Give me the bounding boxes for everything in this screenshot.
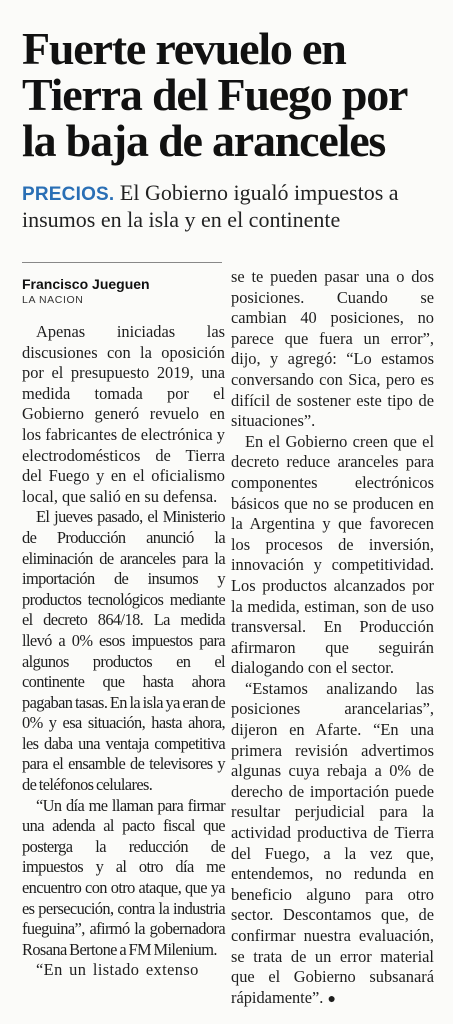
article-paragraph: En el Gobierno creen que el decreto reduce aranceles para componentes electrónicos básicos que no se producen en la Argentina y que favorecen los procesos de inversión, innovación y competitividad. Los productos alcanzados por la medida, estiman, son de uso transversal. En Producción afirmaron que seguirán dialogando con el sector.: [231, 431, 434, 678]
article-paragraph-text: “Estamos analizando las posiciones arancelarias”, dijeron en Afarte. “En una primera revisión advertimos algunas cuya rebaja a 0% de derecho de importación puede resultar perjudicial para la actividad productiva de Tierra del Fuego, a la vez que, entendemos, no redunda en beneficio alguno para otro sector. Descontamos que, de confirmar nuestra evaluación, se trata de un error material que el Gobierno subsanará rápidamente”.: [231, 678, 434, 1007]
article-paragraph: [231, 679, 434, 1011]
byline-author: Francisco Jueguen: [22, 276, 150, 292]
article-column-left: [22, 322, 225, 981]
subheadline-text: El Gobierno igualó impuestos a insumos en la isla y en el continente: [22, 180, 399, 232]
byline: [22, 276, 222, 307]
byline-rule: [22, 262, 222, 263]
headline: [22, 23, 442, 166]
section-kicker: PRECIOS.: [22, 184, 115, 205]
article-paragraph: se te pueden pasar una o dos posiciones. Cuando se cambian 40 posiciones, no parece que fuera un error”, dijo, y agregó: “Lo estamos conversando con Sica, pero es difícil de sostener este tipo de situaciones”.: [231, 267, 434, 431]
headline-line: Fuerte revuelo en: [22, 23, 346, 74]
article-column-right: [231, 267, 434, 1010]
headline-line: Tierra del Fuego por: [22, 69, 408, 120]
article-paragraph: “En un listado extenso: [36, 960, 199, 980]
byline-source: LA NACION: [22, 294, 84, 306]
headline-line: la baja de aranceles: [22, 115, 386, 166]
subheadline: [22, 180, 442, 232]
article-paragraph: El jueves pasado, el Ministerio de Producción anunció la eliminación de aranceles para la importación de insumos y productos tecnológicos mediante el decreto 864/18. La medida llevó a 0% esos impuestos para algunos productos en el continente que hasta ahora pagaban tasas. En la isla ya eran de 0% y esa situación, hasta ahora, les daba una ventaja competitiva para el ensamble de televisores y de teléfonos celulares.: [22, 507, 225, 795]
article-paragraph: Apenas iniciadas las discusiones con la oposición por el presupuesto 2019, una medida tomada por el Gobierno generó revuelo en los fabricantes de electrónica y electrodomésticos de Tierra del Fuego y en el oficialismo local, que salió en su defensa.: [22, 322, 225, 506]
end-mark-icon: ●: [327, 991, 336, 1007]
article-paragraph: “Un día me llaman para firmar una adenda al pacto fiscal que posterga la reducción de impuestos y al otro día me encuentro con otro ataque, que ya es persecución, contra la industria fueguina”, afirmó la gobernadora Rosana Bertone a FM Milenium.: [22, 795, 225, 959]
